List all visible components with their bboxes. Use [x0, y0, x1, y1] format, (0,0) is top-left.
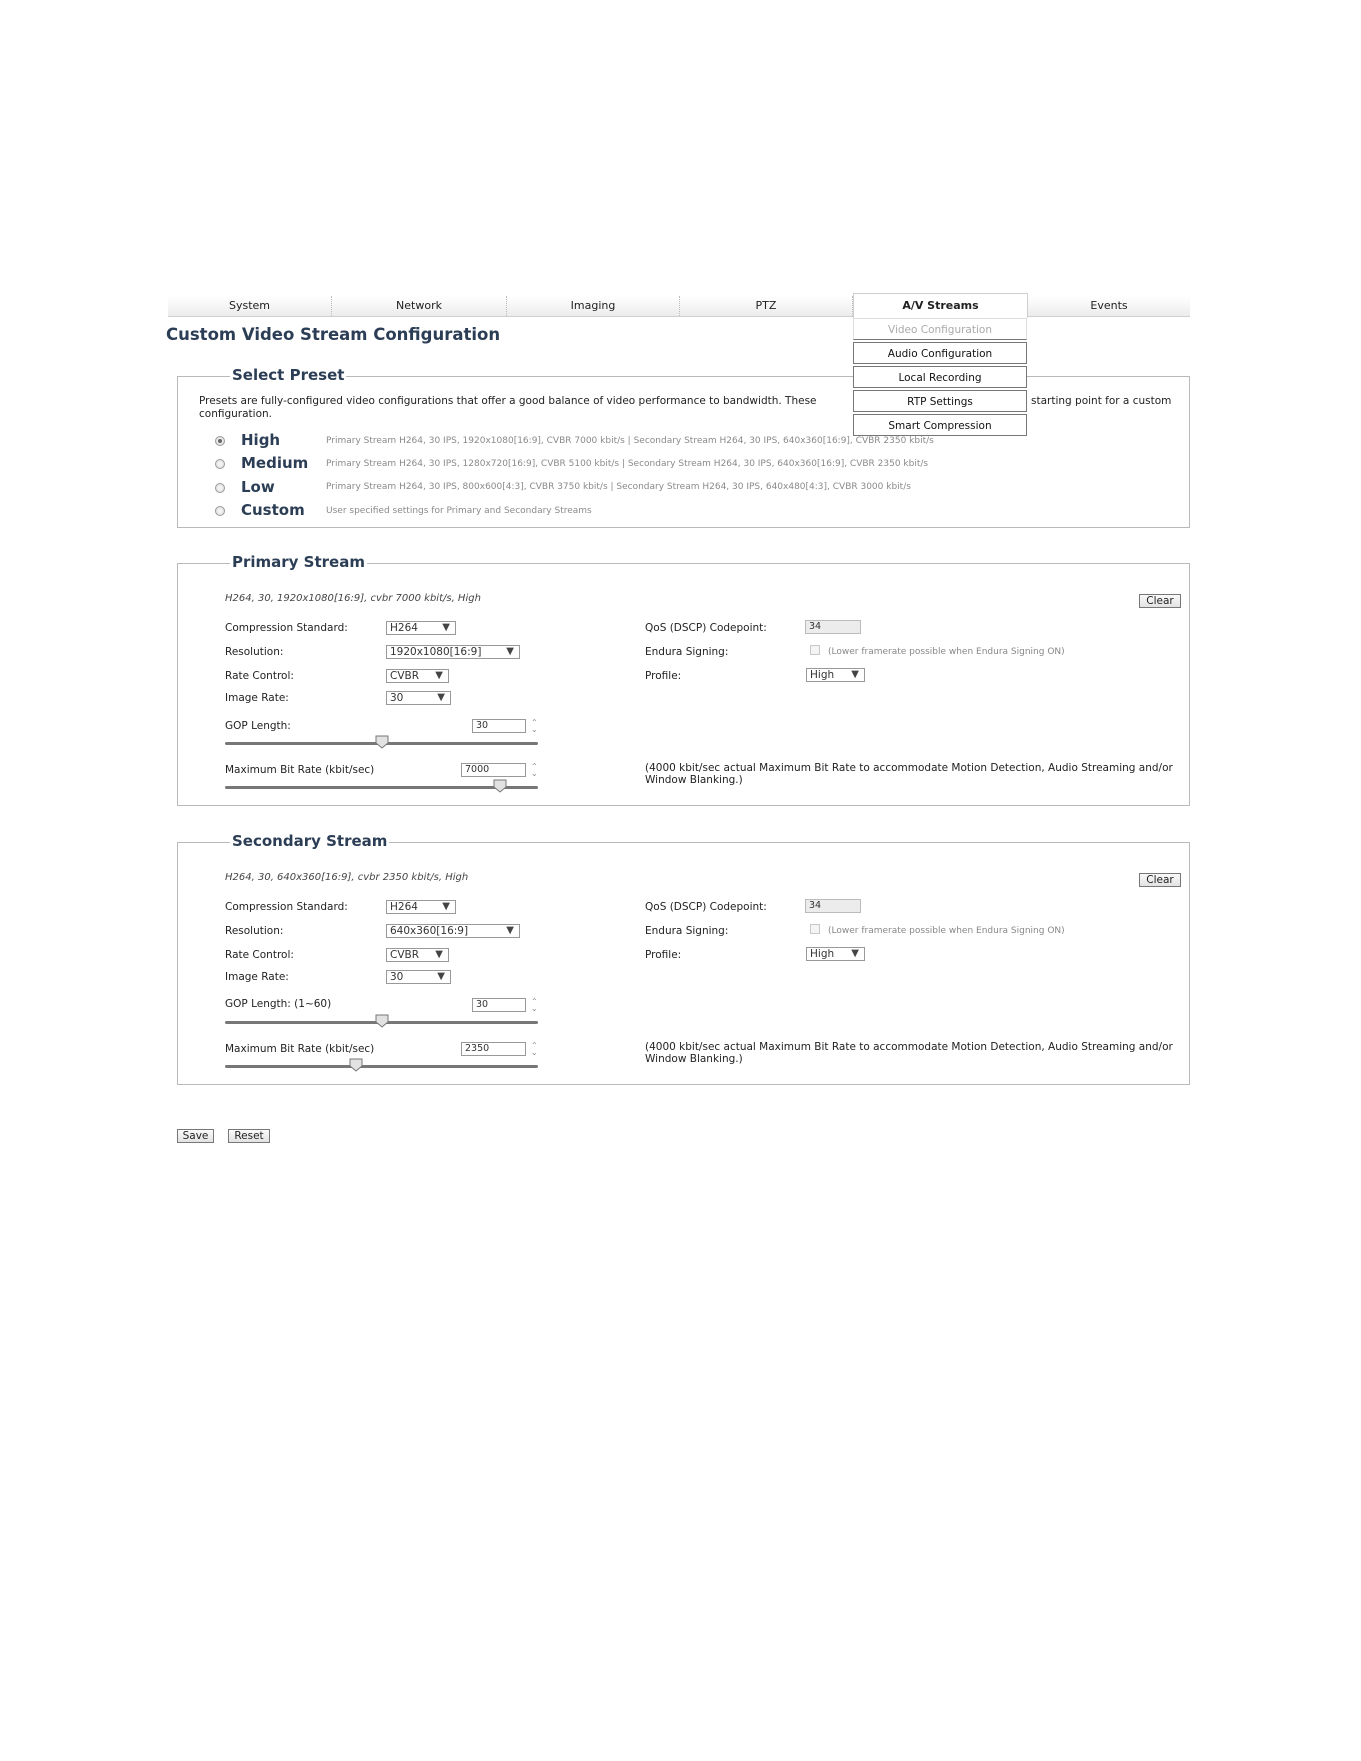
preset-high-desc: Primary Stream H264, 30 IPS, 1920x1080[16:9], CVBR 7000 kbit/s | Secondary Stream H264, 30 IPS, 640x360[16:9], CVBR 2350 kbit/s — [326, 436, 934, 446]
reset-button[interactable]: Reset — [228, 1129, 270, 1143]
primary-stream-legend: Primary Stream — [232, 553, 365, 571]
menu-smart-compression[interactable]: Smart Compression — [853, 414, 1027, 436]
secondary-stream-panel — [177, 832, 1190, 1085]
secondary-resolution-label: Resolution: — [225, 925, 284, 937]
preset-low-label: Low — [241, 478, 275, 496]
primary-resolution-select[interactable]: 1920x1080[16:9] ▼ — [386, 645, 520, 659]
primary-bitrate-slider-thumb[interactable] — [493, 779, 507, 793]
primary-gop-slider-thumb[interactable] — [375, 735, 389, 749]
primary-image-rate-label: Image Rate: — [225, 692, 289, 704]
secondary-qos-input[interactable]: 34 — [805, 899, 861, 913]
primary-gop-input[interactable]: 30 — [472, 719, 526, 733]
secondary-qos-label: QoS (DSCP) Codepoint: — [645, 901, 767, 913]
preset-intro-text-end: starting point for a custom — [1031, 395, 1172, 407]
tab-imaging[interactable]: Imaging — [507, 296, 680, 316]
primary-profile-label: Profile: — [645, 670, 682, 682]
secondary-image-rate-label: Image Rate: — [225, 971, 289, 983]
secondary-rate-control-select[interactable]: CVBR ▼ — [386, 948, 449, 962]
secondary-bitrate-label: Maximum Bit Rate (kbit/sec) — [225, 1043, 375, 1055]
preset-custom-label: Custom — [241, 501, 305, 519]
tab-system[interactable]: System — [168, 296, 332, 316]
primary-profile-select[interactable]: High ▼ — [806, 668, 865, 682]
primary-image-rate-select[interactable]: 30 ▼ — [386, 691, 451, 705]
secondary-rate-control-label: Rate Control: — [225, 949, 294, 961]
preset-low-desc: Primary Stream H264, 30 IPS, 800x600[4:3], CVBR 3750 kbit/s | Secondary Stream H264, 30 IPS, 640x480[4:3], CVBR 3000 kbit/s — [326, 482, 911, 492]
save-button[interactable]: Save — [177, 1129, 214, 1143]
secondary-signing-checkbox[interactable] — [810, 924, 820, 934]
secondary-resolution-select[interactable]: 640x360[16:9] ▼ — [386, 924, 520, 938]
preset-high-label: High — [241, 431, 281, 449]
av-streams-menu — [853, 318, 1027, 436]
preset-medium-desc: Primary Stream H264, 30 IPS, 1280x720[16:9], CVBR 5100 kbit/s | Secondary Stream H264, 30 IPS, 640x360[16:9], CVBR 2350 kbit/s — [326, 459, 929, 469]
menu-audio-configuration[interactable]: Audio Configuration — [853, 342, 1027, 364]
chevron-down-icon: ▼ — [437, 971, 445, 982]
preset-high-radio[interactable] — [215, 436, 225, 446]
chevron-down-icon: ▼ — [435, 949, 443, 960]
secondary-stream-legend: Secondary Stream — [232, 832, 388, 850]
menu-rtp-settings[interactable]: RTP Settings — [853, 390, 1027, 412]
primary-bitrate-label: Maximum Bit Rate (kbit/sec) — [225, 764, 375, 776]
tab-events[interactable]: Events — [1090, 299, 1128, 312]
page-title: Custom Video Stream Configuration — [166, 325, 501, 344]
primary-qos-label: QoS (DSCP) Codepoint: — [645, 622, 767, 634]
chevron-down-icon: ▼ — [435, 670, 443, 681]
tab-av-streams[interactable]: A/V Streams — [853, 293, 1028, 318]
primary-bitrate-input[interactable]: 7000 — [461, 763, 526, 777]
secondary-image-rate-select[interactable]: 30 ▼ — [386, 970, 451, 984]
primary-stream-panel — [177, 553, 1190, 806]
chevron-down-icon: ▼ — [437, 692, 445, 703]
primary-signing-note: (Lower framerate possible when Endura Signing ON) — [828, 647, 1065, 657]
main-tab-bar — [168, 296, 1190, 317]
secondary-gop-spinner[interactable]: ⌃ ⌄ — [531, 997, 538, 1013]
primary-gop-spinner[interactable]: ⌃ ⌄ — [531, 718, 538, 734]
primary-rate-control-select[interactable]: CVBR ▼ — [386, 669, 449, 683]
chevron-down-icon: ▼ — [506, 646, 514, 657]
tab-ptz[interactable]: PTZ — [680, 296, 853, 316]
secondary-bitrate-input[interactable]: 2350 — [461, 1042, 526, 1056]
chevron-down-icon: ▼ — [442, 622, 450, 633]
secondary-bitrate-note: (4000 kbit/sec actual Maximum Bit Rate to accommodate Motion Detection, Audio Streaming and/or Window Blanking.) — [645, 1041, 1173, 1065]
tab-network[interactable]: Network — [332, 296, 507, 316]
primary-clear-button[interactable]: Clear — [1139, 594, 1181, 608]
menu-video-configuration[interactable]: Video Configuration — [853, 318, 1027, 340]
secondary-signing-note: (Lower framerate possible when Endura Signing ON) — [828, 926, 1065, 936]
primary-compression-label: Compression Standard: — [225, 622, 348, 634]
secondary-gop-input[interactable]: 30 — [472, 998, 526, 1012]
select-preset-legend: Select Preset — [232, 366, 345, 384]
secondary-summary: H264, 30, 640x360[16:9], cvbr 2350 kbit/s, High — [225, 872, 469, 883]
preset-custom-desc: User specified settings for Primary and Secondary Streams — [326, 506, 592, 516]
preset-medium-label: Medium — [241, 454, 309, 472]
secondary-gop-slider-thumb[interactable] — [375, 1014, 389, 1028]
secondary-profile-select[interactable]: High ▼ — [806, 947, 865, 961]
primary-signing-label: Endura Signing: — [645, 646, 729, 658]
secondary-gop-label: GOP Length: (1~60) — [225, 998, 332, 1010]
chevron-down-icon: ▼ — [442, 901, 450, 912]
chevron-down-icon: ▼ — [506, 925, 514, 936]
secondary-profile-label: Profile: — [645, 949, 682, 961]
primary-compression-select[interactable]: H264 ▼ — [386, 621, 456, 635]
chevron-down-icon: ▼ — [851, 948, 859, 959]
preset-intro-text: Presets are fully-configured video configurations that offer a good balance of video performance to bandwidth. These — [199, 395, 817, 407]
preset-custom-radio[interactable] — [215, 506, 225, 516]
primary-resolution-label: Resolution: — [225, 646, 284, 658]
menu-local-recording[interactable]: Local Recording — [853, 366, 1027, 388]
preset-low-radio[interactable] — [215, 483, 225, 493]
chevron-down-icon: ▼ — [851, 669, 859, 680]
primary-rate-control-label: Rate Control: — [225, 670, 294, 682]
primary-bitrate-spinner[interactable]: ⌃ ⌄ — [531, 762, 538, 778]
primary-qos-input[interactable]: 34 — [805, 620, 861, 634]
secondary-compression-label: Compression Standard: — [225, 901, 348, 913]
primary-bitrate-note: (4000 kbit/sec actual Maximum Bit Rate to accommodate Motion Detection, Audio Streaming and/or Window Blanking.) — [645, 762, 1173, 786]
secondary-bitrate-slider-track[interactable] — [225, 1065, 538, 1068]
primary-bitrate-slider-track[interactable] — [225, 786, 538, 789]
primary-gop-label: GOP Length: — [225, 720, 291, 732]
secondary-compression-select[interactable]: H264 ▼ — [386, 900, 456, 914]
secondary-signing-label: Endura Signing: — [645, 925, 729, 937]
secondary-bitrate-spinner[interactable]: ⌃ ⌄ — [531, 1041, 538, 1057]
preset-intro-text-cont: configuration. — [199, 408, 272, 420]
preset-medium-radio[interactable] — [215, 459, 225, 469]
secondary-clear-button[interactable]: Clear — [1139, 873, 1181, 887]
primary-signing-checkbox[interactable] — [810, 645, 820, 655]
primary-summary: H264, 30, 1920x1080[16:9], cvbr 7000 kbit/s, High — [225, 593, 481, 604]
secondary-bitrate-slider-thumb[interactable] — [349, 1058, 363, 1072]
select-preset-panel — [177, 366, 1190, 528]
